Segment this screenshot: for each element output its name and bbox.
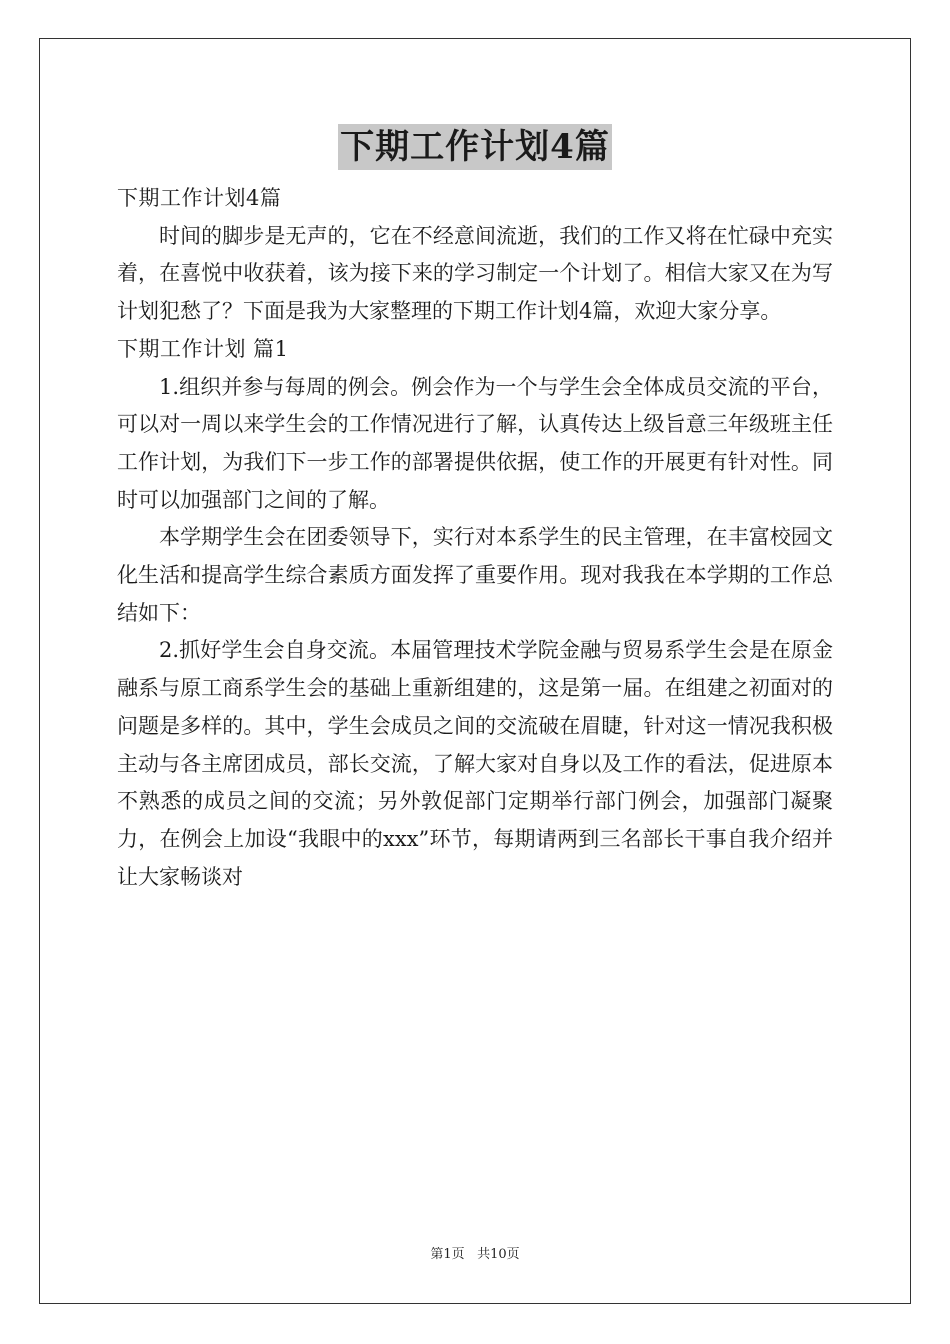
document-body xyxy=(117,180,833,896)
paragraph-intro: 时间的脚步是无声的，它在不经意间流逝，我们的工作又将在忙碌中充实着，在喜悦中收获着，该为接下来的学习制定一个计划了。相信大家又在为写计划犯愁了？下面是我为大家整理的下期工作计划4篇，欢迎大家分享。 xyxy=(117,223,833,324)
paragraph-summary: 本学期学生会在团委领导下，实行对本系学生的民主管理，在丰富校园文化生活和提高学生综合素质方面发挥了重要作用。现对我我在本学期的工作总结如下： xyxy=(117,525,833,625)
document-title: 下期工作计划4篇 xyxy=(338,124,612,170)
page-number: 第1页 xyxy=(430,1247,465,1262)
page-footer xyxy=(0,1247,950,1263)
page-total: 共10页 xyxy=(477,1247,520,1262)
paragraph-item-1: 1.组织并参与每周的例会。例会作为一个与学生会全体成员交流的平台，可以对一周以来学生会的工作情况进行了解，认真传达上级旨意三年级班主任工作计划，为我们下一步工作的部署提供依据，使工作的开展更有针对性。同时可以加强部门之间的了解。 xyxy=(117,374,833,512)
paragraph-subtitle: 下期工作计划4篇 xyxy=(117,186,282,210)
title-area xyxy=(0,124,950,170)
paragraph-item-2: 2.抓好学生会自身交流。本届管理技术学院金融与贸易系学生会是在原金融系与原工商系学生会的基础上重新组建的，这是第一届。在组建之初面对的问题是多样的。其中，学生会成员之间的交流破在眉睫，针对这一情况我积极主动与各主席团成员，部长交流，了解大家对自身以及工作的看法，促进原本不熟悉的成员之间的交流；另外敦促部门定期举行部门例会，加强部门凝聚力，在例会上加设“我眼中的xxx”环节，每期请两到三名部长干事自我介绍并让大家畅谈对 xyxy=(117,638,833,889)
paragraph-section-heading: 下期工作计划 篇1 xyxy=(117,336,289,361)
